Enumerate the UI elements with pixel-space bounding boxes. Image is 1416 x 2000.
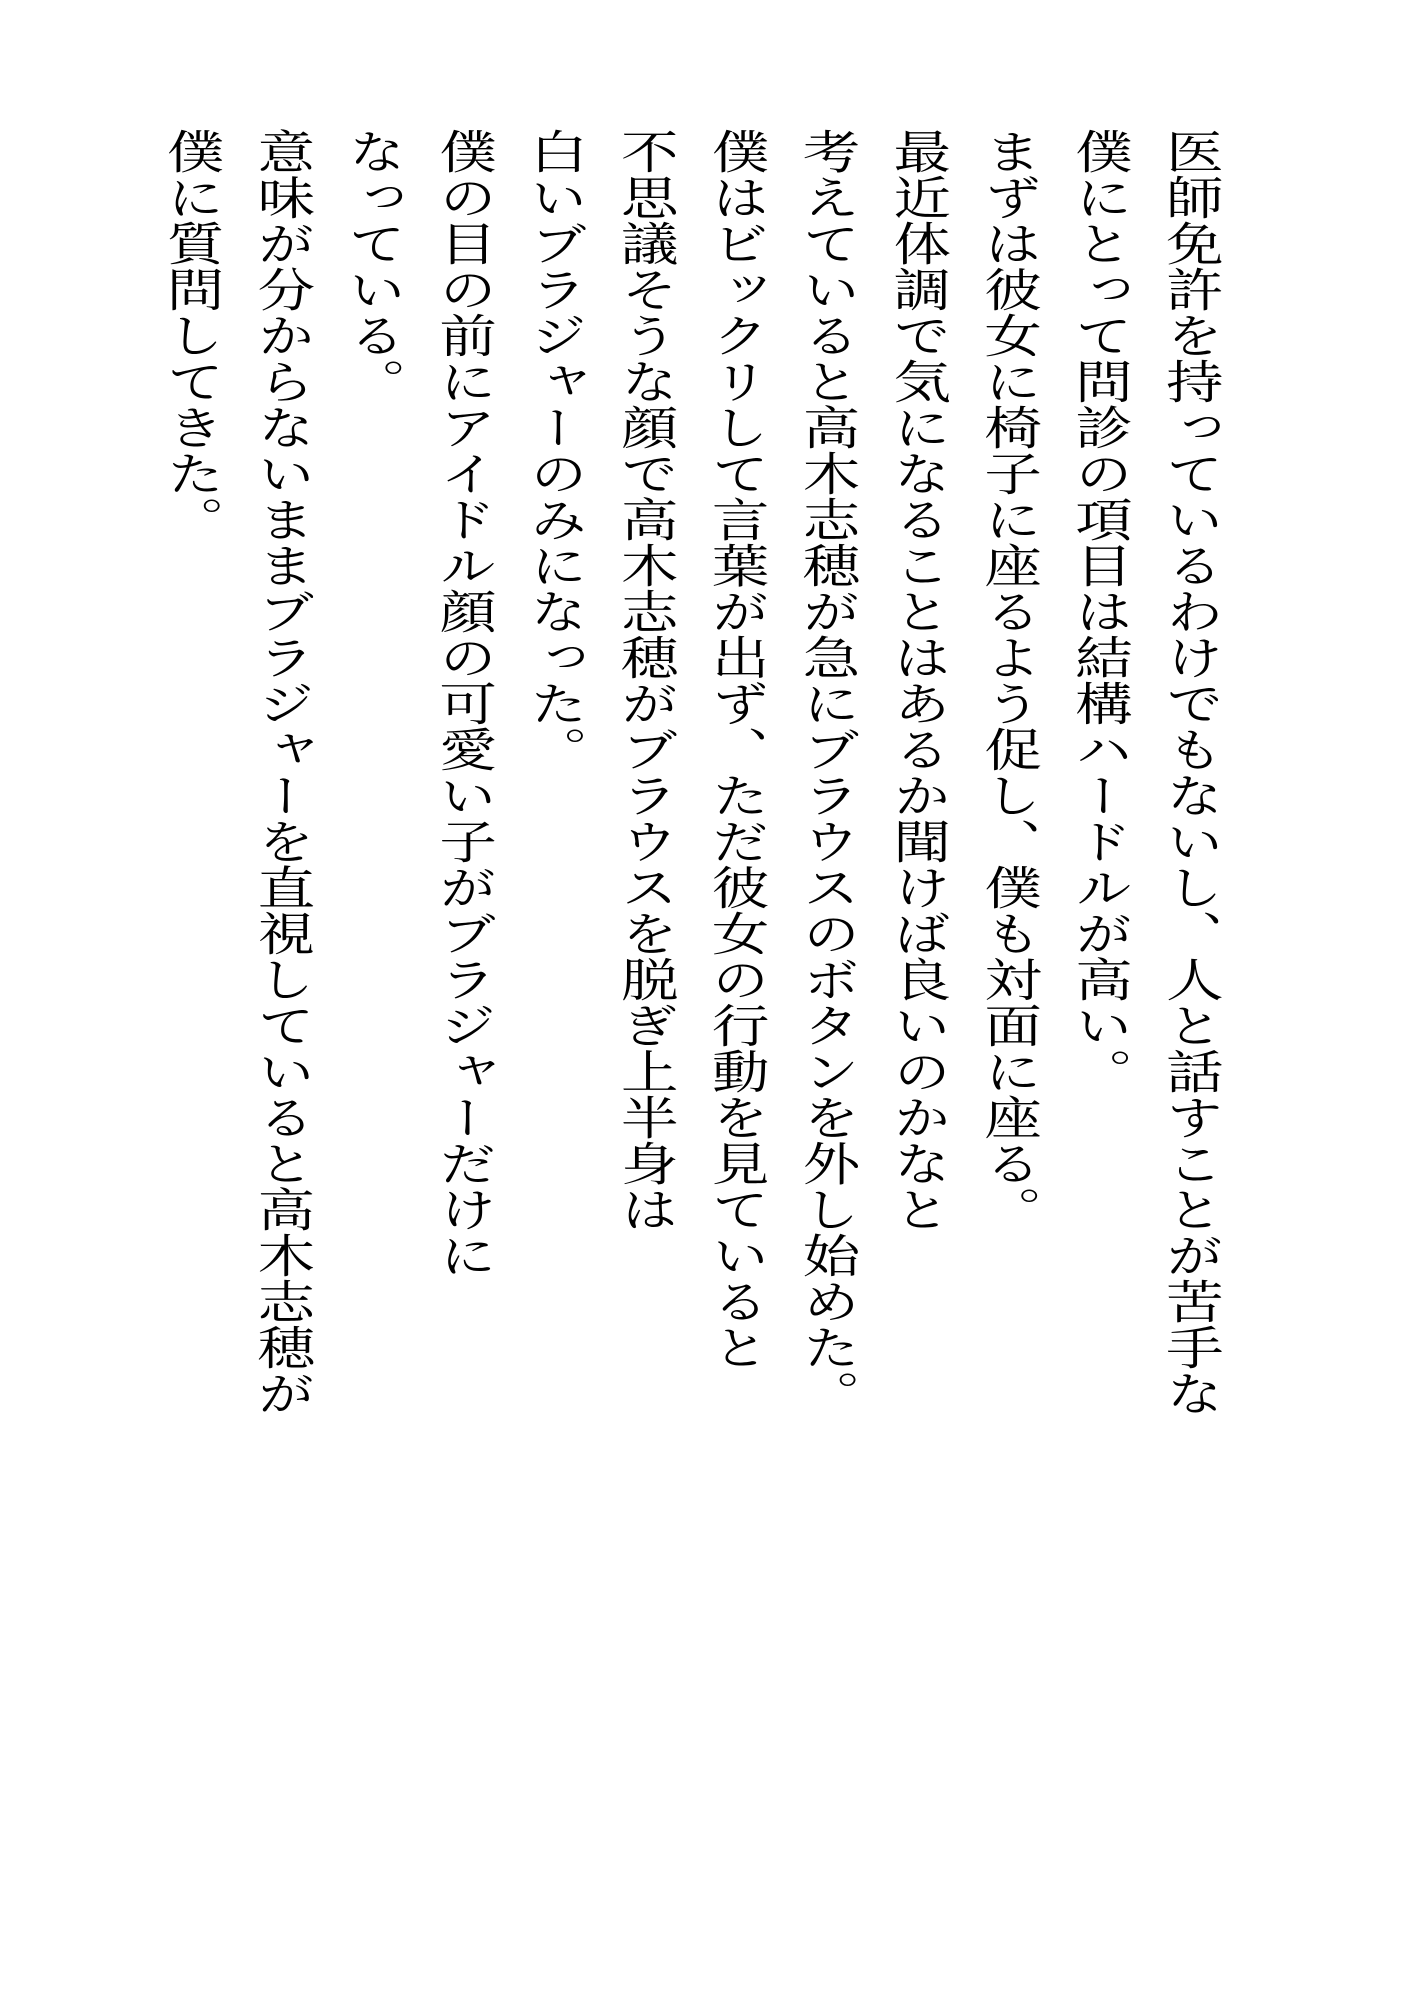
text-line: 医師免許を持っているわけでもないし、人と話すことが苦手な <box>1157 128 1225 1416</box>
text-line: 僕にとって問診の項目は結構ハードルが高い。 <box>1066 128 1134 1094</box>
text-line: 白いブラジャーのみになった。 <box>521 128 589 772</box>
text-line: 最近体調で気になることはあるか聞けば良いのかなと <box>884 128 953 1232</box>
text-line: 僕の目の前にアイドル顔の可愛い子がブラジャーだけに <box>430 128 499 1278</box>
text-line: 僕に質問してきた。 <box>158 128 226 542</box>
text-line: 僕はビックリして言葉が出ず、ただ彼女の行動を見ていると <box>703 128 771 1370</box>
text-line: なっている。 <box>339 128 408 404</box>
text-line: 意味が分からないままブラジャーを直視していると高木志穂が <box>248 128 317 1416</box>
text-line: 不思議そうな顔で高木志穂がブラウスを脱ぎ上半身は <box>612 128 680 1232</box>
text-line: まずは彼女に椅子に座るよう促し、僕も対面に座る。 <box>975 128 1044 1232</box>
text-line: 考えていると高木志穂が急にブラウスのボタンを外し始めた。 <box>793 128 862 1416</box>
vertical-text-block <box>146 128 1236 1458</box>
